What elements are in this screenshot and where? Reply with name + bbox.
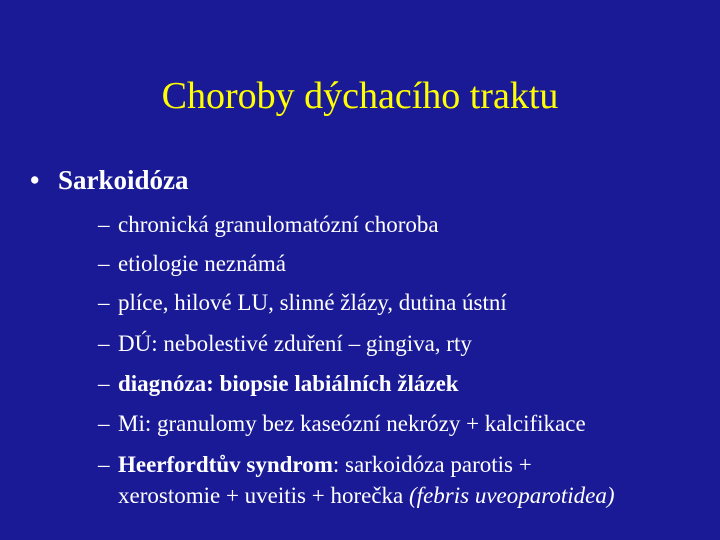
- sub-item-text-bold: Heerfordtův syndrom: [118, 452, 333, 477]
- dash: –: [98, 411, 110, 436]
- sub-item-7: [98, 450, 720, 480]
- sub-item-3: [98, 288, 720, 318]
- sub-item-text: etiologie neznámá: [118, 251, 286, 276]
- sub-item-1: [98, 210, 720, 240]
- sub-item-text: Mi: granulomy bez kaseózní nekrózy + kalcifikace: [118, 411, 586, 436]
- dash: –: [98, 212, 110, 237]
- sub-item-4: [98, 329, 720, 359]
- sub-item-2: [98, 249, 720, 279]
- sub-item-text: DÚ: nebolestivé zduření – gingiva, rty: [118, 331, 472, 356]
- dash: –: [98, 331, 110, 356]
- dash: –: [98, 371, 110, 396]
- bullet-marker: •: [30, 165, 40, 195]
- main-bullet: [30, 163, 189, 197]
- sub-item-5: [98, 369, 720, 399]
- sub-item-6: [98, 409, 720, 439]
- continuation-text: xerostomie + uveitis + horečka: [118, 483, 410, 508]
- continuation-italic: (febris uveoparotidea): [409, 483, 615, 508]
- bullet-label: Sarkoidóza: [58, 165, 189, 195]
- sub-item-text: : sarkoidóza parotis +: [332, 452, 532, 477]
- sub-item-text: plíce, hilové LU, slinné žlázy, dutina ústní: [118, 290, 507, 315]
- sub-item-text-bold: diagnóza: biopsie labiálních žlázek: [118, 371, 459, 396]
- dash: –: [98, 251, 110, 276]
- sub-item-7-continuation: [118, 481, 614, 511]
- dash: –: [98, 290, 110, 315]
- sub-item-text: chronická granulomatózní choroba: [118, 212, 439, 237]
- dash: –: [98, 452, 110, 477]
- slide-title: Choroby dýchacího traktu: [161, 75, 559, 117]
